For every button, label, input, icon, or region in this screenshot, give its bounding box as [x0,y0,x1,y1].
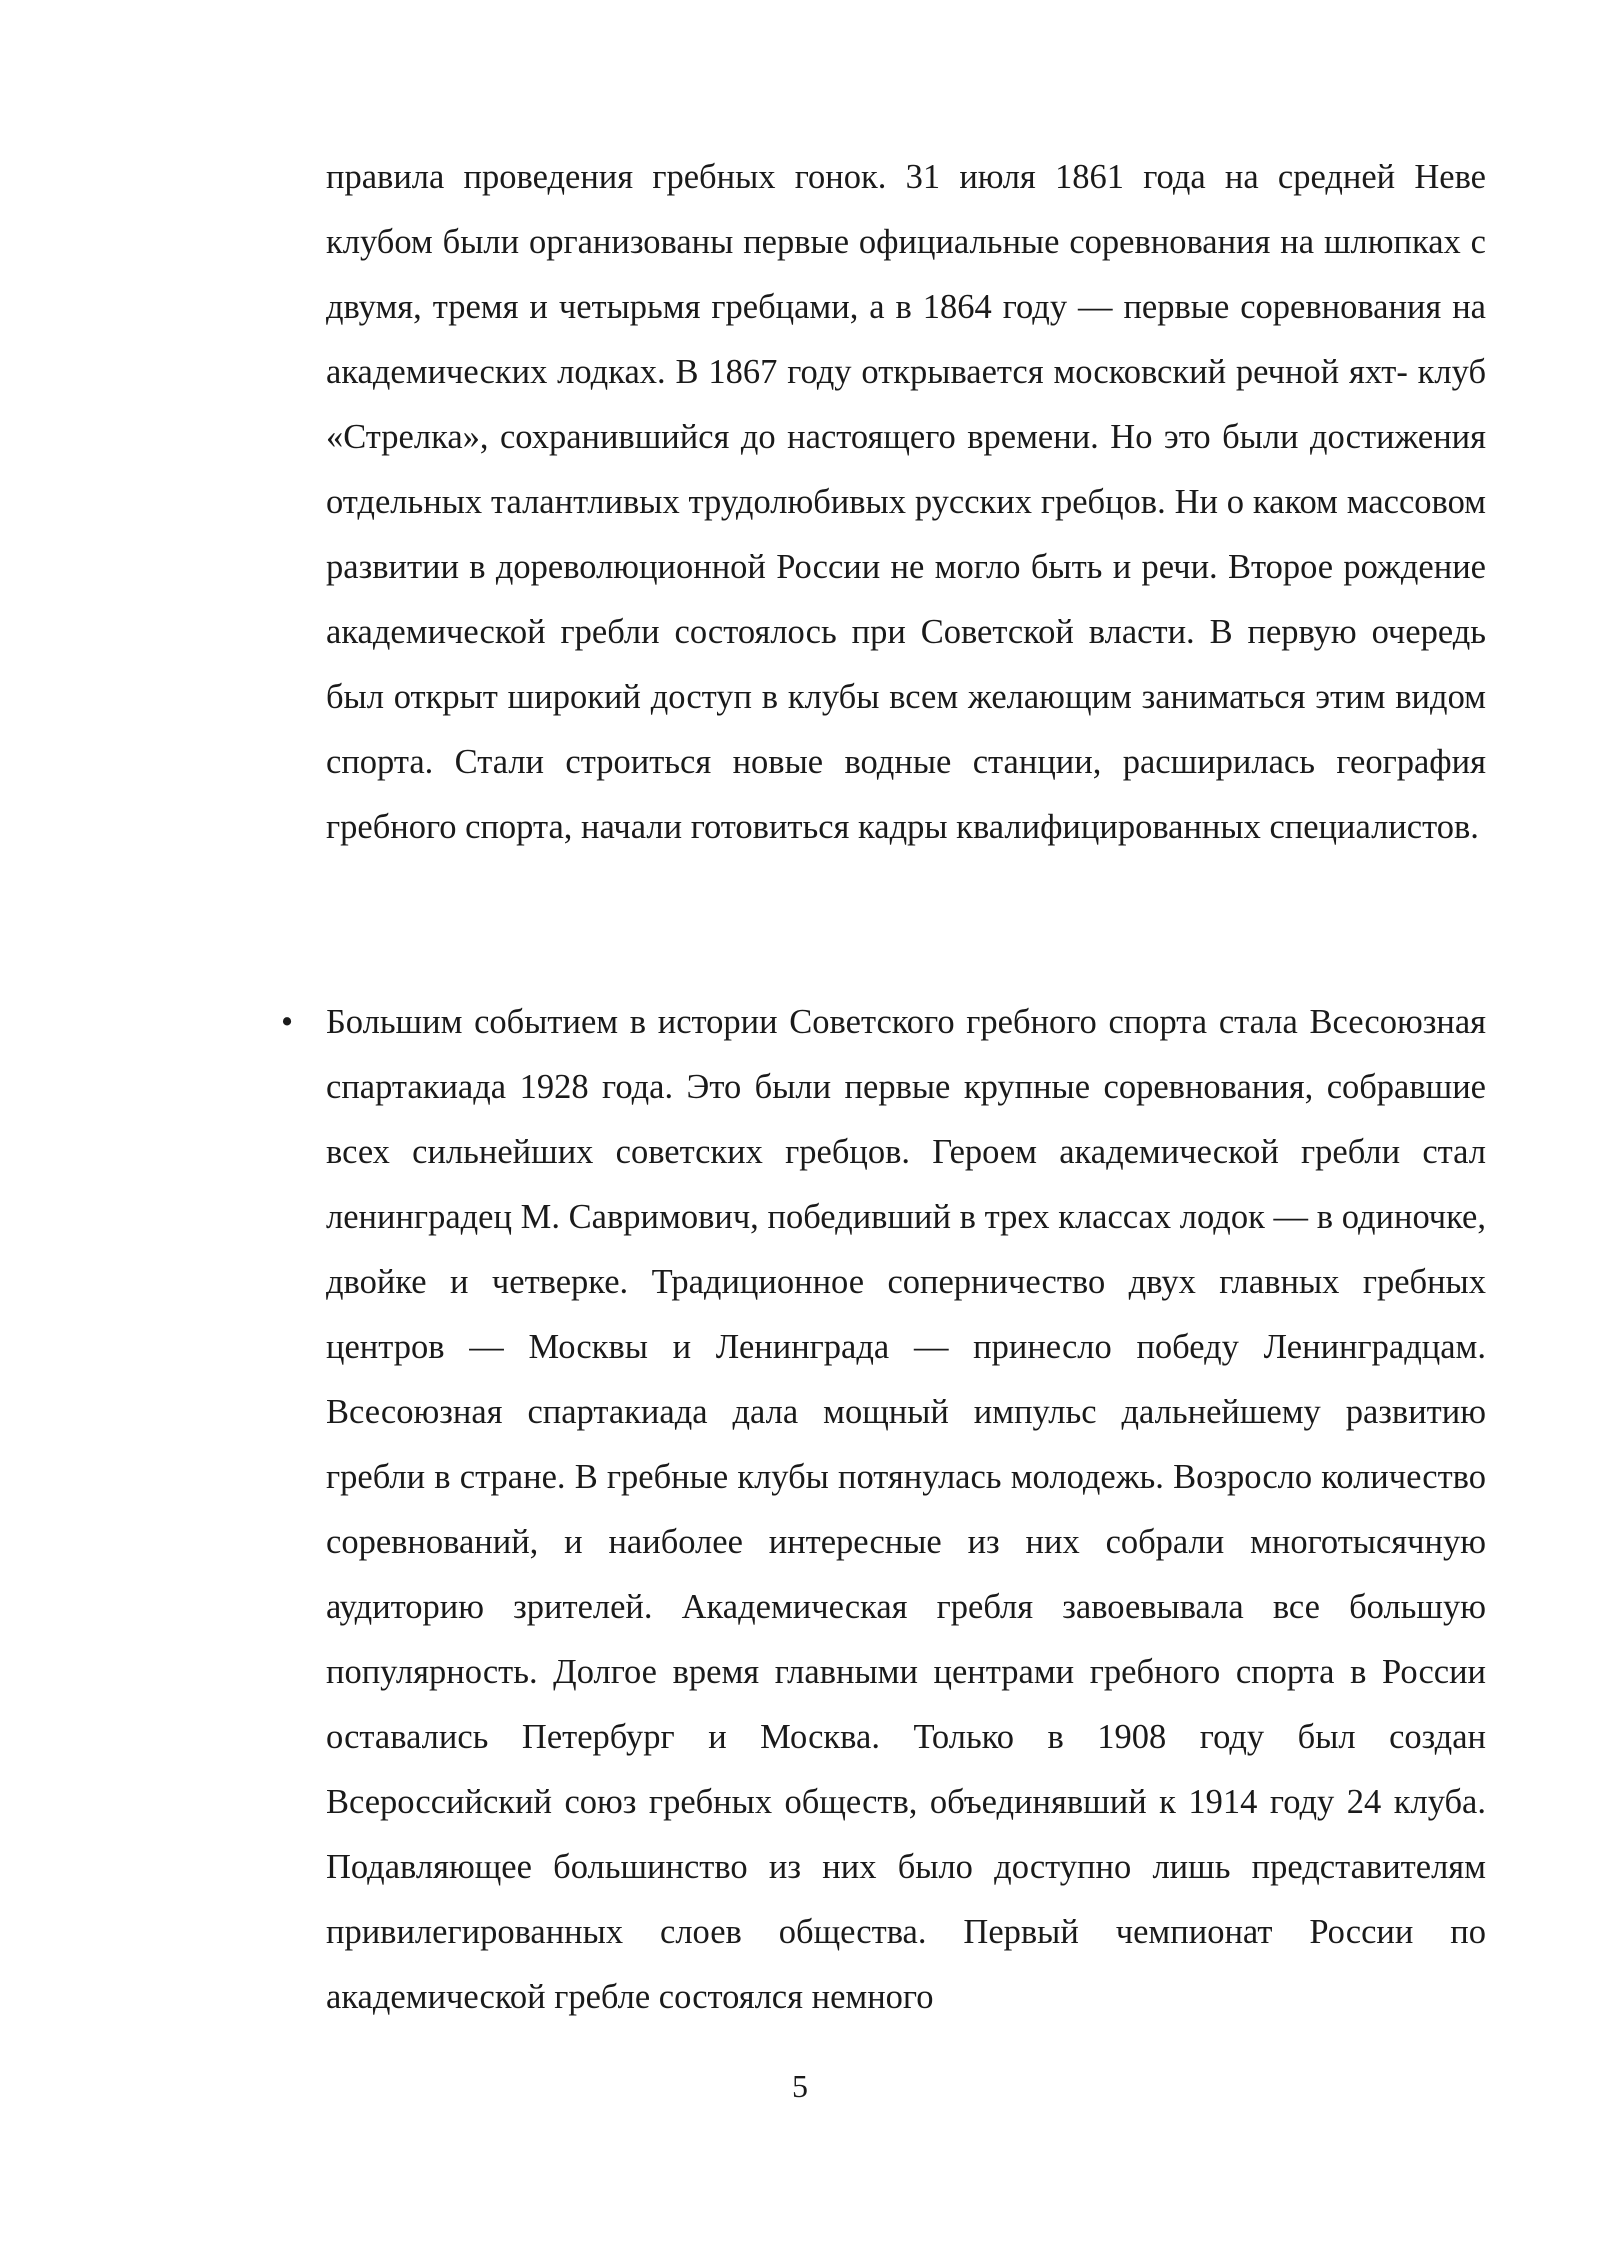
paragraph-continuation: правила проведения гребных гонок. 31 июля 1861 года на средней Неве клубом были организованы первые официальные соревнования на шлюпках с двумя, тремя и четырьмя гребцами, а в 1864 году — первые соревнования на академических лодках. В 1867 году открывается московский речной яхт- клуб «Стрелка», сохранившийся до настоящего времени. Но это были достижения отдельных талантливых трудолюбивых русских гребцов. Ни о каком массовом развитии в дореволюционной России не могло быть и речи. Второе рождение академической гребли состоялось при Советской власти. В первую очередь был открыт широкий доступ в клубы всем желающим заниматься этим видом спорта. Стали строиться новые водные станции, расширилась география гребного спорта, начали готовиться кадры квалифицированных специалистов. [326,158,1486,846]
paragraph-bulleted: Большим событием в истории Советского гребного спорта стала Всесоюзная спартакиада 1928 года. Это были первые крупные соревнования, собравшие всех сильнейших советских гребцов. Героем академической гребли стал ленинградец М. Савримович, победивший в трех классах лодок — в одиночке, двойке и четверке. Традиционное соперничество двух главных гребных центров — Москвы и Ленинграда — принесло победу Ленинградцам. Всесоюзная спартакиада дала мощный импульс дальнейшему развитию гребли в стране. В гребные клубы потянулась молодежь. Возросло количество соревнований, и наиболее интересные из них собрали многотысячную аудиторию зрителей. Академическая гребля завоевывала все большую популярность. Долгое время главными центрами гребного спорта в России оставались Петербург и Москва. Только в 1908 году был создан Всероссийский союз гребных обществ, объединявший к 1914 году 24 клуба. Подавляющее большинство из них было доступно лишь представителям привилегированных слоев общества. Первый чемпионат России по академической гребле состоялся немного [326,1003,1486,2016]
bullet-marker: • [280,1003,294,1041]
page-number: 5 [792,2068,808,2104]
